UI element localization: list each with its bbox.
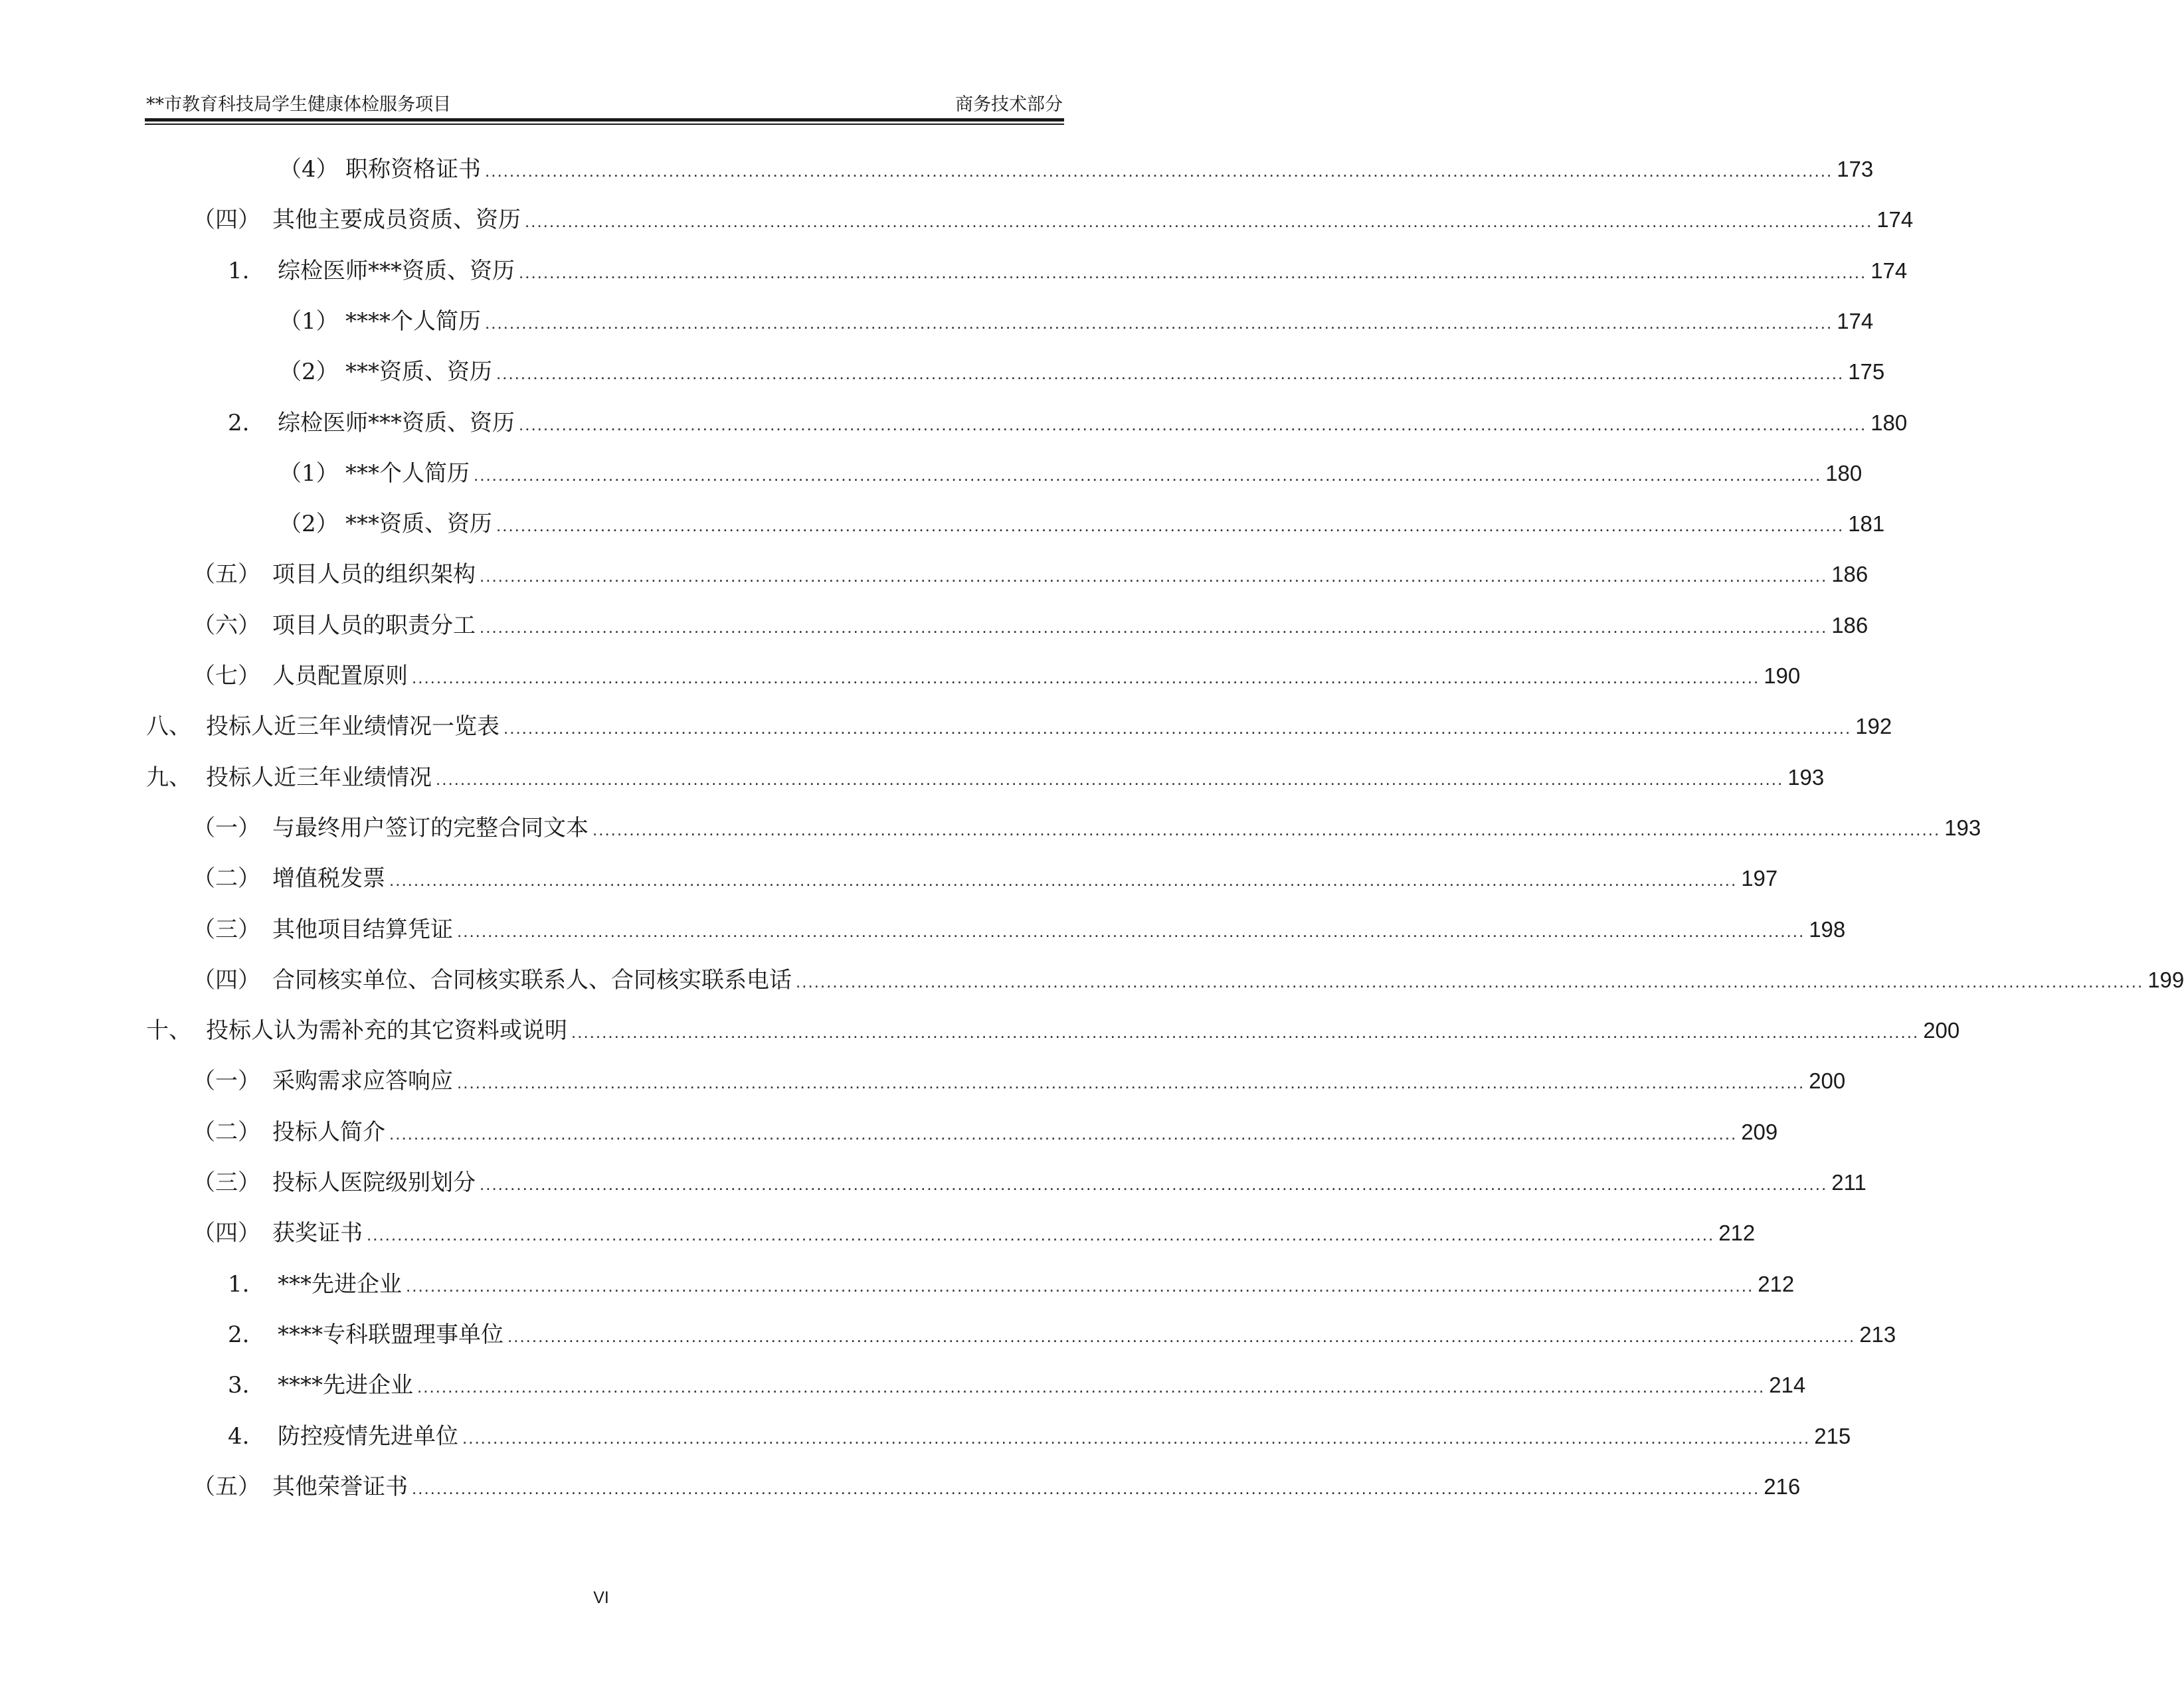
- page-number: VI: [593, 1588, 609, 1607]
- toc-dot-leader: ............................................................................................................................................................................................................................: [389, 870, 1738, 890]
- toc-entry-page: 173: [1837, 157, 1874, 181]
- toc-entry-number: 九、: [146, 764, 191, 791]
- toc-dot-leader: ............................................................................................................................................................................................................................: [571, 1022, 1920, 1042]
- toc-entry-title: ***先进企业: [278, 1271, 402, 1298]
- toc-entry-number: （1）: [279, 308, 339, 335]
- toc-entry-title: ***资质、资历: [345, 359, 492, 385]
- toc-entry-number: （2）: [279, 359, 339, 385]
- toc-entry-page: 193: [1944, 815, 1981, 840]
- toc-dot-leader: ............................................................................................................................................................................................................................: [417, 1377, 1766, 1397]
- toc-entry-title: 合同核实单位、合同核实联系人、合同核实联系电话: [272, 967, 792, 993]
- toc-entry-page: 212: [1758, 1272, 1795, 1296]
- toc-entry-title: ****专科联盟理事单位: [278, 1321, 503, 1348]
- toc-entry: [193, 609, 1868, 642]
- toc-entry-number: （五）: [193, 561, 260, 588]
- toc-entry-number: 2.: [228, 1321, 250, 1348]
- toc-entry: [279, 355, 1885, 388]
- toc-dot-leader: ............................................................................................................................................................................................................................: [436, 769, 1784, 789]
- toc-entry-number: （一）: [193, 815, 260, 841]
- toc-entry-page: 213: [1859, 1322, 1896, 1347]
- toc-entry-title: 投标人医院级别划分: [272, 1169, 476, 1196]
- header-section-title: 商务技术部分: [955, 94, 1063, 115]
- toc-entry-page: 200: [1809, 1068, 1846, 1093]
- toc-entry-title: 采购需求应答响应: [272, 1068, 453, 1094]
- toc-entry-title: 与最终用户签订的完整合同文本: [272, 815, 589, 841]
- toc-entry: [193, 558, 1868, 591]
- toc-entry-number: 2.: [228, 410, 250, 436]
- toc-entry-number: 1.: [228, 258, 250, 284]
- toc-entry: [193, 203, 1914, 236]
- toc-entry-number: （四）: [193, 967, 260, 993]
- toc-dot-leader: ............................................................................................................................................................................................................................: [457, 1072, 1805, 1092]
- toc-entry-number: 3.: [228, 1372, 250, 1399]
- toc-dot-leader: ............................................................................................................................................................................................................................: [406, 1276, 1754, 1296]
- toc-entry-title: ****先进企业: [278, 1372, 413, 1399]
- toc-entry-title: 防控疫情先进单位: [278, 1423, 458, 1450]
- toc-entry-title: 投标人认为需补充的其它资料或说明: [206, 1017, 567, 1044]
- toc-entry: [228, 254, 1908, 288]
- toc-entry-number: （六）: [193, 612, 260, 639]
- toc-entry-page: 199: [2147, 968, 2184, 992]
- toc-entry-number: （二）: [193, 865, 260, 892]
- toc-entry-title: ***资质、资历: [345, 511, 492, 537]
- toc-entry-page: 192: [1855, 714, 1892, 738]
- toc-dot-leader: ............................................................................................................................................................................................................................: [389, 1124, 1738, 1144]
- toc-entry: [193, 862, 1778, 895]
- header-rule-thick: [145, 118, 1064, 122]
- toc-entry-title: 投标人简介: [272, 1119, 385, 1146]
- toc-entry-title: 其他项目结算凭证: [272, 916, 453, 943]
- toc-entry-number: 4.: [228, 1423, 250, 1450]
- toc-dot-leader: ............................................................................................................................................................................................................................: [496, 515, 1845, 535]
- toc-entry-page: 193: [1787, 765, 1825, 790]
- toc-entry: [228, 1369, 1806, 1402]
- toc-dot-leader: ............................................................................................................................................................................................................................: [496, 363, 1845, 383]
- toc-entry-title: 其他荣誉证书: [272, 1474, 408, 1500]
- toc-dot-leader: ............................................................................................................................................................................................................................: [462, 1428, 1811, 1448]
- toc-entry-title: 获奖证书: [272, 1220, 363, 1246]
- toc-entry-title: 项目人员的组织架构: [272, 561, 476, 588]
- toc-dot-leader: ............................................................................................................................................................................................................................: [485, 161, 1833, 181]
- toc-entry: [279, 305, 1874, 338]
- toc-entry: [193, 1166, 1866, 1199]
- toc-entry-page: 186: [1831, 562, 1868, 586]
- toc-dot-leader: ............................................................................................................................................................................................................................: [525, 211, 1873, 231]
- toc-entry-title: 人员配置原则: [272, 663, 408, 689]
- toc-entry-title: 其他主要成员资质、资历: [272, 207, 521, 233]
- toc-entry: [228, 1420, 1851, 1453]
- toc-entry-number: （2）: [279, 511, 339, 537]
- toc-entry-page: 190: [1764, 663, 1801, 688]
- toc-entry: [193, 1217, 1756, 1250]
- toc-entry-number: （四）: [193, 1220, 260, 1246]
- toc-dot-leader: ............................................................................................................................................................................................................................: [507, 1326, 1856, 1346]
- toc-entry-title: 综检医师***资质、资历: [278, 258, 515, 284]
- toc-dot-leader: ............................................................................................................................................................................................................................: [519, 414, 1867, 434]
- toc-entry-page: 215: [1814, 1424, 1851, 1448]
- toc-entry-title: 职称资格证书: [345, 156, 481, 183]
- toc-entry: [228, 1268, 1795, 1301]
- toc-dot-leader: ............................................................................................................................................................................................................................: [480, 1174, 1828, 1194]
- toc-entry-page: 212: [1718, 1221, 1756, 1245]
- toc-entry-number: （三）: [193, 1169, 260, 1196]
- toc-dot-leader: ............................................................................................................................................................................................................................: [412, 1478, 1760, 1498]
- toc-entry: [279, 507, 1885, 541]
- toc-entry: [193, 1470, 1801, 1503]
- toc-entry-page: 174: [1870, 258, 1908, 283]
- toc-dot-leader: ............................................................................................................................................................................................................................: [474, 465, 1822, 485]
- toc-entry: [193, 811, 1981, 845]
- toc-entry: [279, 457, 1863, 490]
- toc-entry-number: （一）: [193, 1068, 260, 1094]
- toc-entry: [193, 1064, 1846, 1098]
- toc-entry-page: 214: [1769, 1373, 1806, 1397]
- toc-dot-leader: ............................................................................................................................................................................................................................: [412, 667, 1760, 687]
- toc-dot-leader: ............................................................................................................................................................................................................................: [519, 262, 1867, 282]
- toc-dot-leader: ............................................................................................................................................................................................................................: [480, 617, 1828, 637]
- toc-entry-number: （二）: [193, 1119, 260, 1146]
- toc-entry-title: ****个人简历: [345, 308, 481, 335]
- toc-entry-page: 197: [1741, 866, 1778, 891]
- toc-entry: [193, 659, 1801, 693]
- toc-entry: [146, 1014, 1960, 1047]
- toc-entry-page: 216: [1764, 1474, 1801, 1499]
- toc-dot-leader: ............................................................................................................................................................................................................................: [592, 819, 1941, 839]
- toc-entry: [228, 1318, 1896, 1351]
- toc-dot-leader: ............................................................................................................................................................................................................................: [796, 972, 2144, 991]
- toc-entry-page: 174: [1837, 309, 1874, 333]
- toc-entry-number: （四）: [193, 207, 260, 233]
- toc-entry-title: 项目人员的职责分工: [272, 612, 476, 639]
- toc-dot-leader: ............................................................................................................................................................................................................................: [503, 718, 1852, 738]
- toc-entry-number: （4）: [279, 156, 339, 183]
- toc-entry-title: 增值税发票: [272, 865, 385, 892]
- toc-entry-page: 180: [1825, 461, 1863, 485]
- toc-entry: [193, 964, 2184, 997]
- toc-entry-page: 198: [1809, 917, 1846, 942]
- toc-entry-number: （五）: [193, 1474, 260, 1500]
- toc-entry-page: 209: [1741, 1120, 1778, 1144]
- toc-entry-number: 八、: [146, 713, 191, 740]
- toc-entry: [193, 913, 1846, 946]
- toc-entry: [193, 1116, 1778, 1149]
- toc-entry-page: 200: [1923, 1018, 1960, 1043]
- page-header: [146, 85, 1063, 116]
- toc-entry: [228, 406, 1908, 440]
- toc-dot-leader: ............................................................................................................................................................................................................................: [480, 566, 1828, 586]
- toc-dot-leader: ............................................................................................................................................................................................................................: [367, 1225, 1715, 1244]
- toc-entry-number: （1）: [279, 460, 339, 487]
- toc-entry-page: 180: [1870, 410, 1908, 435]
- toc-entry-title: 投标人近三年业绩情况一览表: [206, 713, 500, 740]
- toc-entry: [146, 761, 1825, 794]
- toc-entry-page: 211: [1831, 1170, 1866, 1195]
- header-project-title: **市教育科技局学生健康体检服务项目: [146, 94, 451, 115]
- toc-entry-title: 投标人近三年业绩情况: [206, 764, 432, 791]
- toc-entry-page: 175: [1848, 359, 1885, 384]
- toc-dot-leader: ............................................................................................................................................................................................................................: [485, 313, 1833, 333]
- header-rule-thin: [145, 124, 1064, 125]
- toc-entry: [146, 710, 1892, 743]
- toc-entry-page: 186: [1831, 613, 1868, 638]
- toc-entry-number: （七）: [193, 663, 260, 689]
- toc-entry-title: ***个人简历: [345, 460, 470, 487]
- toc-entry-number: 十、: [146, 1017, 191, 1044]
- toc-entry-number: （三）: [193, 916, 260, 943]
- toc-entry-number: 1.: [228, 1271, 250, 1298]
- toc-entry-page: 181: [1848, 511, 1885, 536]
- toc-entry-page: 174: [1876, 207, 1914, 232]
- toc-entry-title: 综检医师***资质、资历: [278, 410, 515, 436]
- toc-dot-leader: ............................................................................................................................................................................................................................: [457, 921, 1805, 941]
- toc-entry: [279, 153, 1874, 186]
